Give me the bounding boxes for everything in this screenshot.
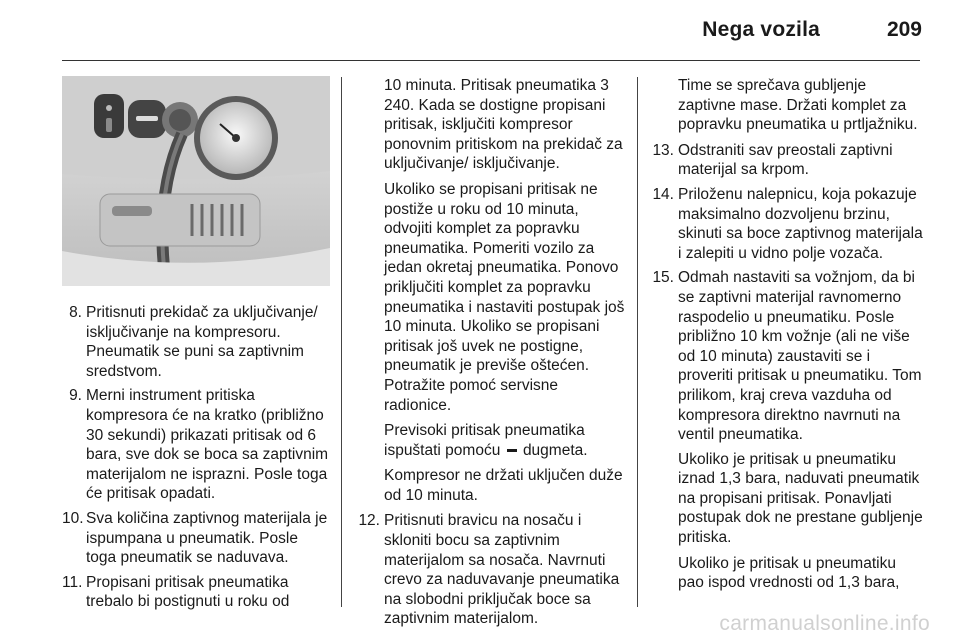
list-item bbox=[62, 303, 330, 381]
item-number: 12. bbox=[358, 512, 380, 530]
paragraph: Ukoliko je pritisak u pneumatiku iznad 1,3 bara, naduvati pneumatik na propisani pritisak. Ponavljati postupak dok ne prestane gubljenje pritiska. bbox=[678, 450, 923, 547]
item-number: 11. bbox=[62, 573, 83, 591]
column-1 bbox=[62, 76, 330, 617]
column-divider-1 bbox=[341, 77, 342, 607]
compressor-illustration bbox=[62, 76, 330, 286]
column-2 bbox=[358, 76, 626, 634]
item-number: 8. bbox=[69, 304, 82, 321]
item-text: Odstraniti sav preostali zaptivni materijal sa krpom. bbox=[678, 141, 893, 179]
item-text: Sva količina zaptivnog materijala je ispumpana u pneumatik. Posle toga pneumatik se naduvava. bbox=[86, 509, 328, 567]
minus-button-icon bbox=[507, 449, 517, 452]
item-number: 9. bbox=[69, 387, 82, 405]
list-item bbox=[62, 386, 330, 504]
item-text: Pritisnuti prekidač za uključivanje/ isključivanje na kompresoru. Pneumatik se puni sa zaptivnim sredstvom. bbox=[86, 304, 318, 380]
list-item bbox=[62, 573, 330, 612]
item-text: Odmah nastaviti sa vožnjom, da bi se zaptivni materijal ravnomerno raspodelio u pneumatiku. Posle približno 10 km vožnje (ali ne više od 10 minuta) zaustaviti se i proveriti pritisak u pneumatiku. Tom prilikom, kraj creva vazduha od kompresora direktno navrnuti na ventil pneumatika. bbox=[678, 269, 922, 444]
item-number: 14. bbox=[652, 185, 674, 203]
page-reference-link[interactable]: 3 240 bbox=[384, 77, 609, 114]
item-number: 15. bbox=[652, 269, 674, 287]
item-text: Pritisnuti bravicu na nosaču i skloniti bocu sa zaptivnim materijalom sa nosača. Navrnuti crevo za naduvavanje pneumatika na slobodni priključak boce sa zaptivnim materijalom. bbox=[384, 512, 620, 628]
list-item bbox=[358, 511, 626, 629]
compressor-photo bbox=[62, 76, 330, 286]
continued-text-part: . Kada se dostigne propisani pritisak, isključiti kompresor ponovnim pritiskom na prekidač za uključivanje/ isključivanje. bbox=[384, 96, 623, 173]
column-3 bbox=[652, 76, 924, 599]
paragraph: Kompresor ne držati uključen duže od 10 minuta. bbox=[384, 467, 623, 504]
cable-slot-icon bbox=[112, 206, 152, 216]
header-divider bbox=[62, 60, 920, 61]
paragraph-text: dugmeta. bbox=[522, 441, 588, 459]
list-item bbox=[652, 268, 924, 444]
paragraph: Ukoliko je pritisak u pneumatiku pao ispod vrednosti od 1,3 bara, bbox=[678, 554, 900, 592]
continued-text: Time se sprečava gubljenje zaptivne mase. Držati komplet za popravku pneumatika u prtljažniku. bbox=[678, 77, 918, 134]
section-title: Nega vozila bbox=[702, 18, 820, 41]
paragraph-text: Previsoki pritisak pneumatika ispuštati pomoću bbox=[384, 422, 585, 459]
item-number: 13. bbox=[652, 141, 674, 159]
list-item bbox=[652, 141, 924, 180]
list-item bbox=[652, 185, 924, 263]
paragraph bbox=[358, 421, 626, 460]
item-text: Propisani pritisak pneumatika trebalo bi postignuti u roku od bbox=[86, 573, 290, 611]
page-number: 209 bbox=[886, 18, 922, 41]
continued-text-part: 10 minuta. Pritisak pneumatika bbox=[384, 77, 596, 94]
continued-text bbox=[358, 76, 626, 174]
list-item bbox=[62, 509, 330, 568]
item-text: Merni instrument pritiska kompresora će na kratko (približno 30 sekundi) prikazati pritisak od 6 bara, sve dok se boca sa zaptivnim materijalom ne isprazni. Posle toga će pritisak opadati. bbox=[86, 387, 329, 503]
paragraph: Ukoliko se propisani pritisak ne postiže u roku od 10 minuta, odvojiti komplet za popravku pneumatika. Pomeriti vozilo za jedan okretaj pneumatika. Ponovo priključiti komplet za popravku pneumatika i nastaviti postupak još 10 minuta. Ukoliko se propisani pritisak još uvek ne postigne, pneumatik je previše oštećen. Potražite pomoć servisne radionice. bbox=[384, 180, 625, 414]
item-text: Priloženu nalepnicu, koja pokazuje maksimalno dozvoljenu brzinu, skinuti sa boce zaptivnog materijala i zalepiti u vidno polje vozača. bbox=[678, 185, 923, 262]
watermark: carmanualsonline.info bbox=[719, 612, 930, 635]
item-number: 10. bbox=[62, 509, 84, 527]
deflate-button-icon bbox=[136, 116, 158, 121]
column-divider-2 bbox=[637, 77, 638, 607]
